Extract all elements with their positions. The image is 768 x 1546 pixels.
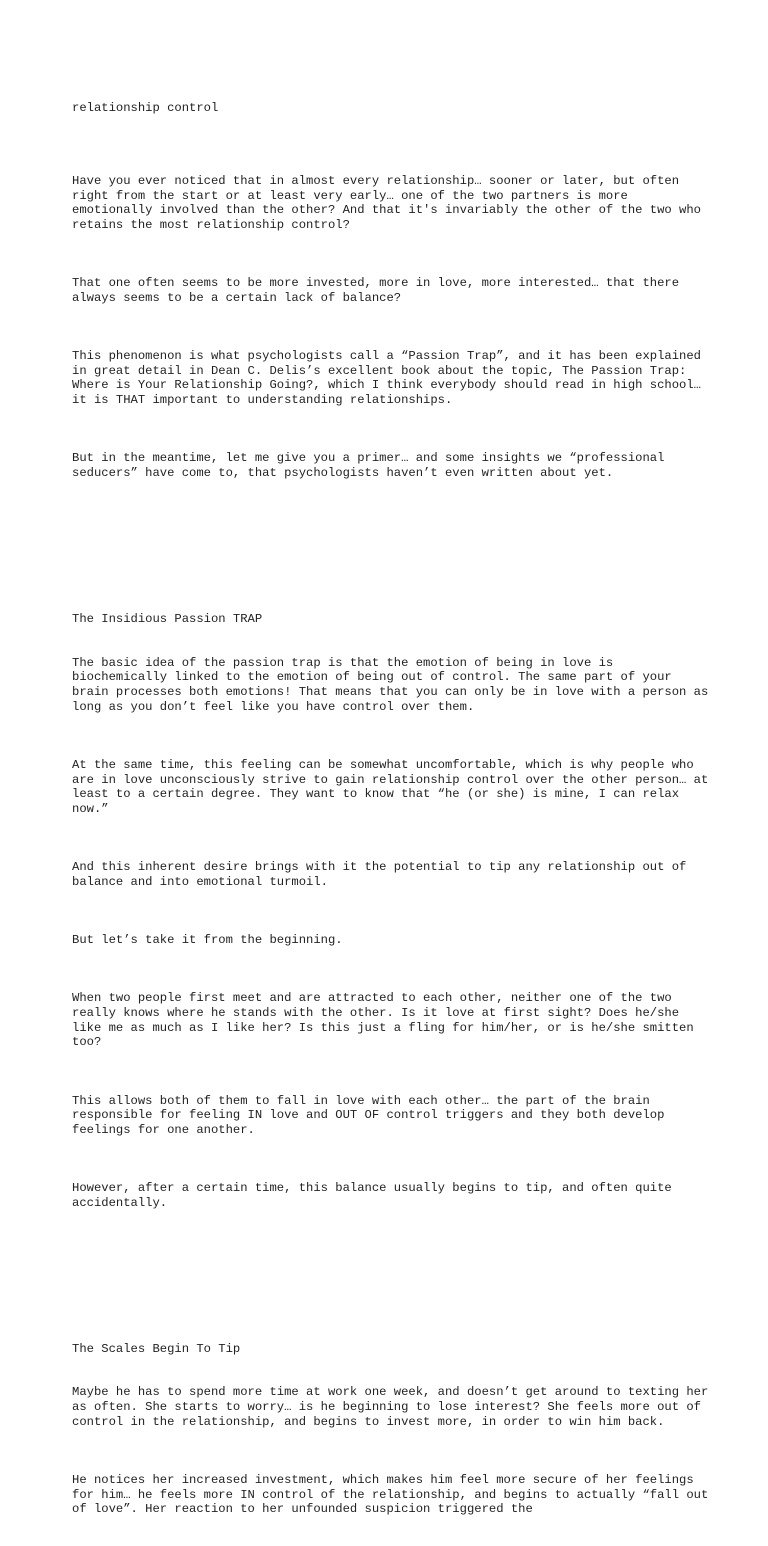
section2-paragraph-2: He notices her increased investment, which makes him feel more secure of her feelings for him… he feels more IN control of the relationship, and begins to actually “fall out of love”. Her reaction to her unfounded suspicion triggered the <box>72 1473 716 1517</box>
section-heading-passion-trap: The Insidious Passion TRAP <box>72 611 263 626</box>
section1-paragraph-1: The basic idea of the passion trap is that the emotion of being in love is biochemically linked to the emotion of being out of control. The same part of your brain processes both emotions! That means that you can only be in love with a person as long as you don’t feel like you have control over them. <box>72 655 716 714</box>
intro-paragraph-4: But in the meantime, let me give you a primer… and some insights we “professional seducers” have come to, that psychologists haven’t even written about yet. <box>72 451 672 481</box>
section1-paragraph-5: When two people first meet and are attracted to each other, neither one of the two really knows where he stands with the other. Is it love at first sight? Does he/she like me as much as I like her? Is this just a fling for him/her, or is he/she smitten too? <box>72 991 701 1050</box>
section1-paragraph-3: And this inherent desire brings with it the potential to tip any relationship out of balance and into emotional turmoil. <box>72 860 694 889</box>
intro-paragraph-3: This phenomenon is what psychologists call a “Passion Trap”, and it has been explained in great detail in Dean C. Delis’s excellent book about the topic, The Passion Trap: Where is Your Relationship Going?, which I think everybody should read in high school… it is THAT important to understanding relationships. <box>72 349 709 408</box>
section2-paragraph-1: Maybe he has to spend more time at work one week, and doesn’t get around to texting her as often. She starts to worry… is he beginning to lose interest? She feels more out of control in the relationship, and begins to invest more, in order to win him back. <box>72 1385 716 1429</box>
section1-paragraph-4: But let’s take it from the beginning. <box>72 933 343 948</box>
intro-paragraph-1: Have you ever noticed that in almost every relationship… sooner or later, but often right from the start or at least very early… one of the two partners is more emotionally involved than the other? And that it's invariably the other of the two who retains the most relationship control? <box>72 174 709 232</box>
document-page <box>72 72 716 1546</box>
document-title: relationship control <box>72 101 219 116</box>
section1-paragraph-2: At the same time, this feeling can be somewhat uncomfortable, which is why people who are in love unconsciously strive to gain relationship control over the other person… at least to a certain degree. They want to know that “he (or she) is mine, I can relax now.” <box>72 757 716 816</box>
section-heading-scales-tip: The Scales Begin To Tip <box>72 1341 241 1356</box>
section-spacer <box>72 1269 712 1298</box>
intro-paragraph-2: That one often seems to be more invested, more in love, more interested… that there always seems to be a certain lack of balance? <box>72 276 687 305</box>
section1-paragraph-6: This allows both of them to fall in love with each other… the part of the brain responsible for feeling IN love and OUT OF control triggers and they both develop feelings for one another. <box>72 1093 672 1137</box>
section-spacer <box>72 539 712 568</box>
section1-paragraph-7: However, after a certain time, this balance usually begins to tip, and often quite accidentally. <box>72 1181 680 1210</box>
